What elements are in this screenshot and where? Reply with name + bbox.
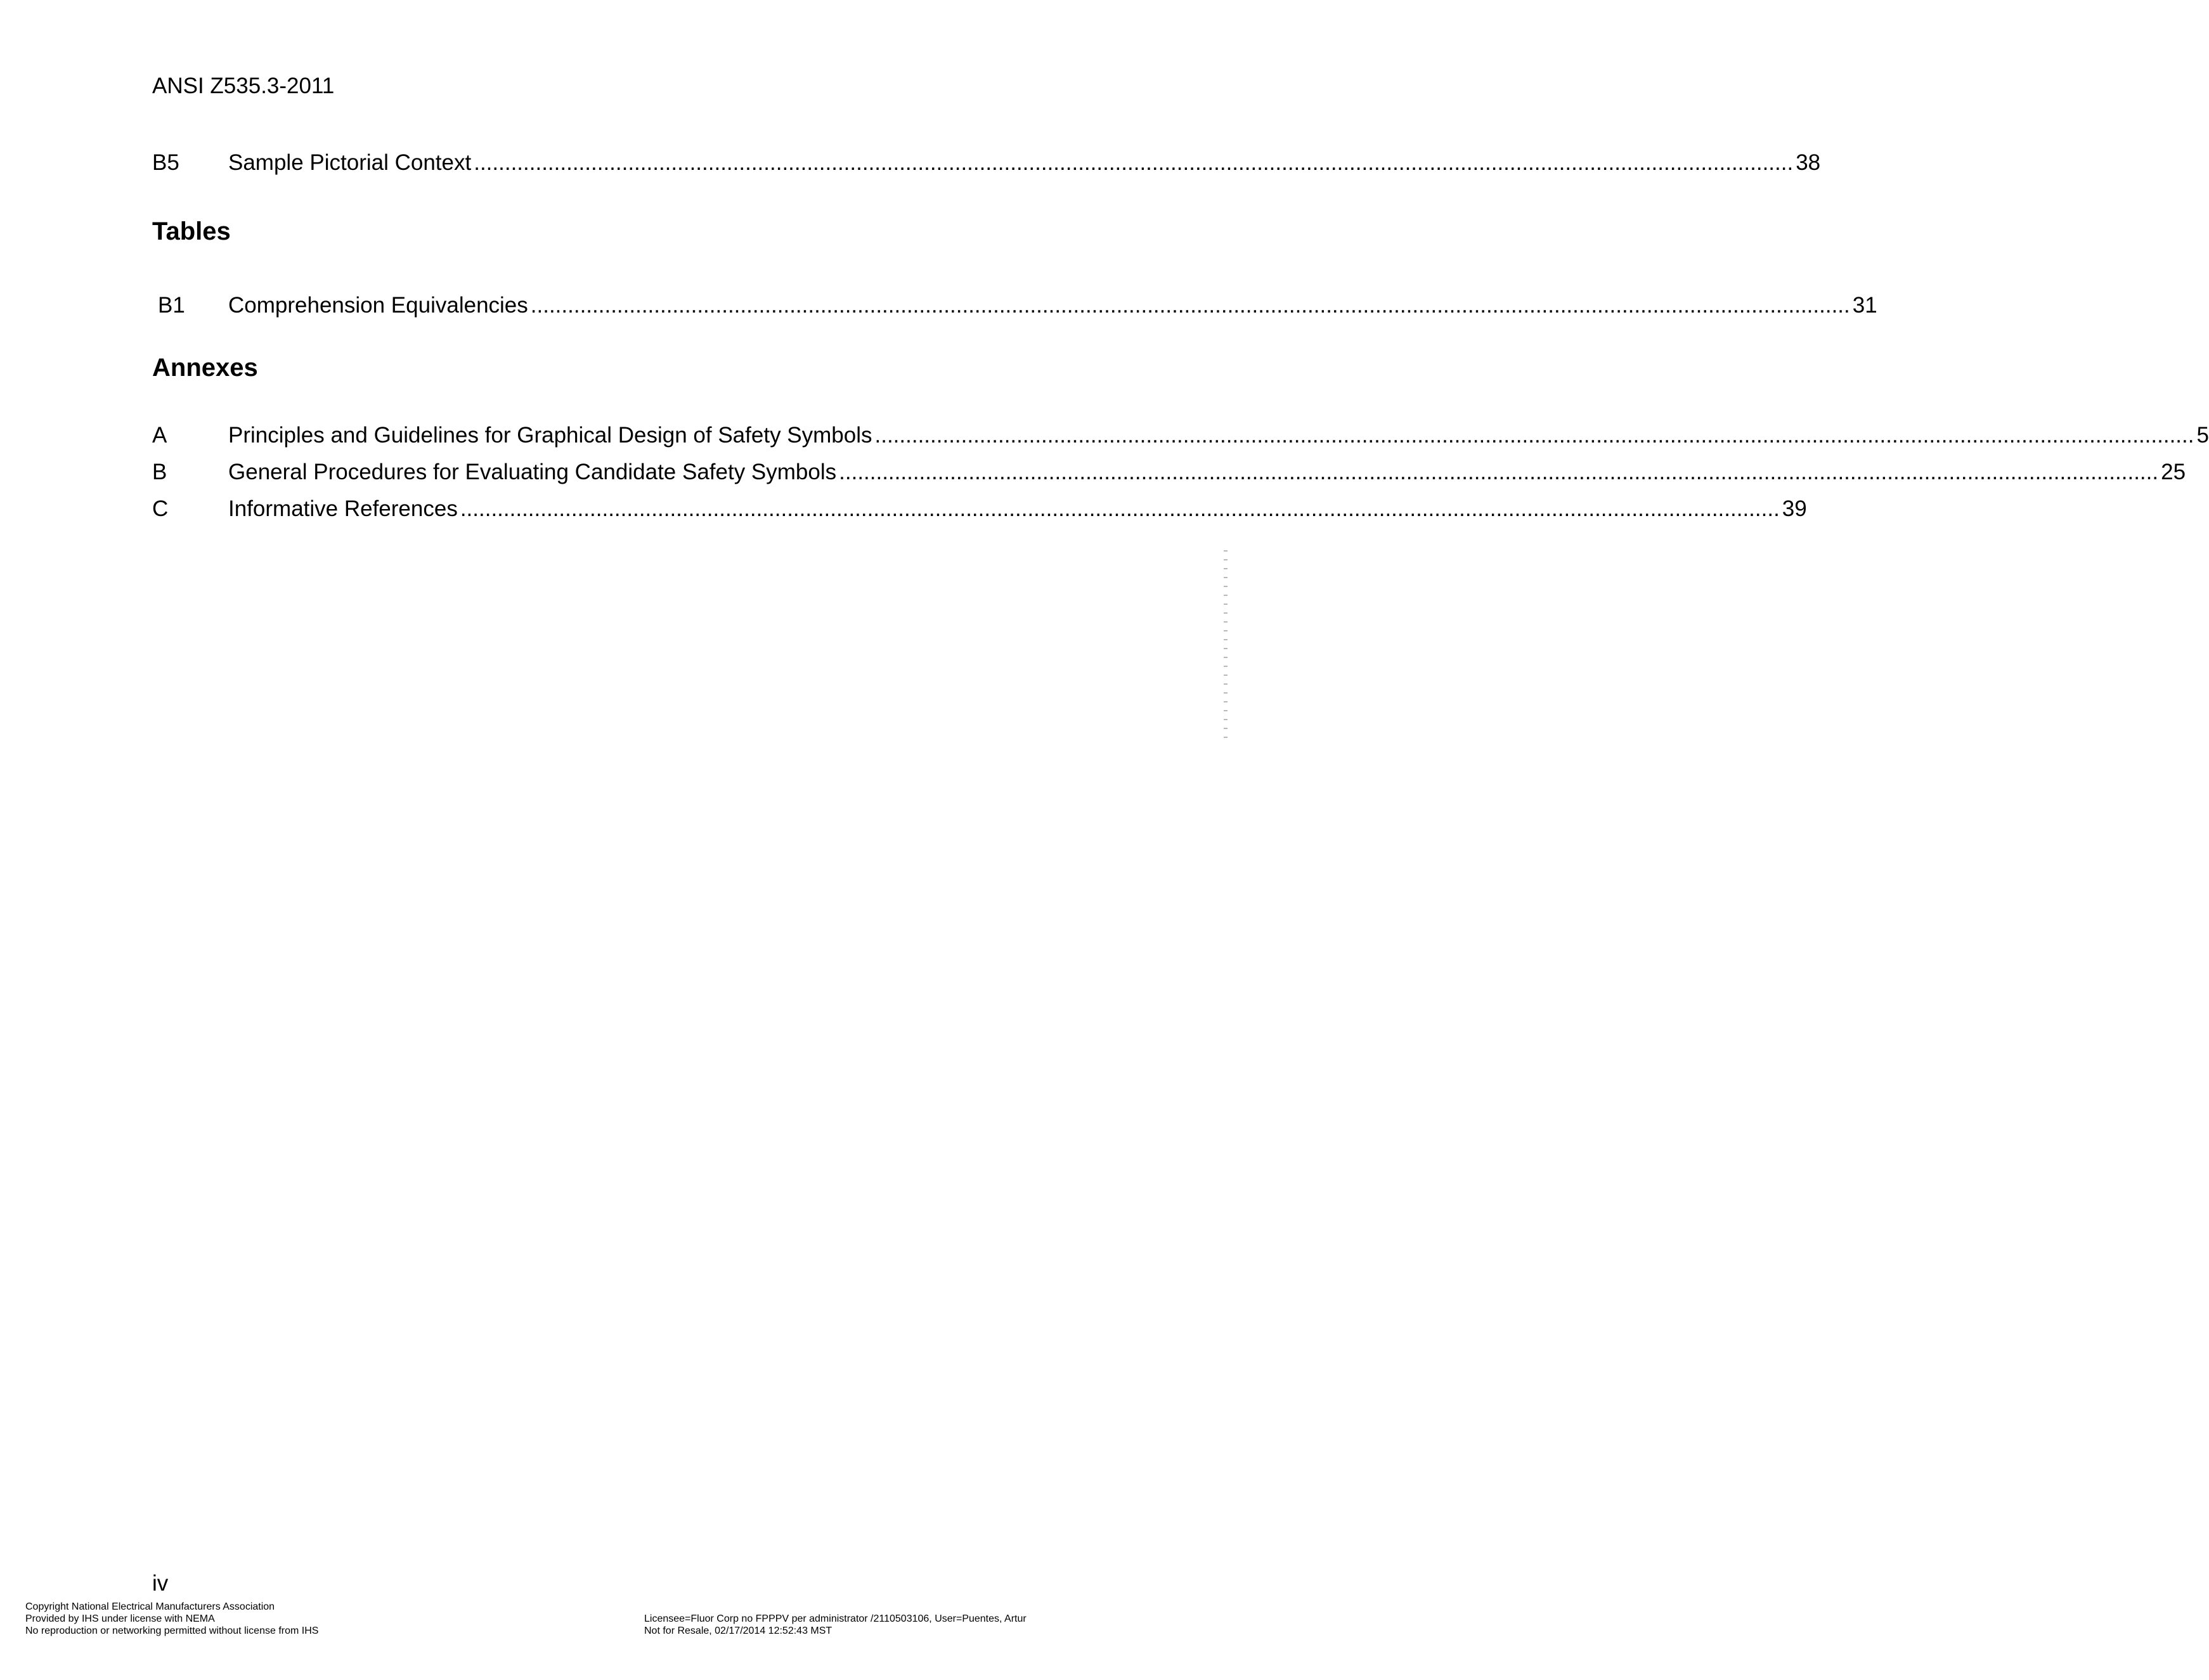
- toc-dot-leader: ......................................................................................................................................................................................................................: [874, 423, 2194, 448]
- toc-entry-title: Comprehension Equivalencies: [228, 293, 528, 318]
- annexes-heading: Annexes: [152, 354, 258, 382]
- toc-dot-leader: ......................................................................................................................................................................................................................: [530, 293, 1850, 318]
- footer-copyright: [25, 1601, 318, 1637]
- toc-entry-annex-b[interactable]: [152, 458, 2186, 486]
- side-scan-mark: [1224, 550, 1228, 740]
- toc-entry-title: Sample Pictorial Context: [228, 150, 472, 175]
- toc-entry-table-b1[interactable]: [152, 292, 1877, 320]
- footer-line: Provided by IHS under license with NEMA: [25, 1613, 215, 1624]
- toc-dot-leader: ......................................................................................................................................................................................................................: [460, 496, 1780, 521]
- toc-dot-leader: ......................................................................................................................................................................................................................: [474, 150, 1794, 175]
- footer-license: [644, 1613, 1027, 1637]
- toc-entry-annex-c[interactable]: [152, 495, 1807, 523]
- footer-line: No reproduction or networking permitted without license from IHS: [25, 1625, 319, 1636]
- toc-entry-title: General Procedures for Evaluating Candidate Safety Symbols: [228, 460, 837, 484]
- toc-entry-page: 25: [2161, 460, 2186, 484]
- document-id-header: ANSI Z535.3-2011: [152, 74, 335, 98]
- toc-entry-page: 5: [2196, 423, 2209, 448]
- toc-entry-number: B1: [158, 293, 185, 318]
- toc-entry-number: B5: [152, 150, 179, 175]
- toc-entry-page: 39: [1782, 496, 1807, 521]
- toc-entry-title: Principles and Guidelines for Graphical Design of Safety Symbols: [228, 423, 872, 448]
- footer-line: Licensee=Fluor Corp no FPPPV per administrator /2110503106, User=Puentes, Artur: [644, 1613, 1027, 1624]
- toc-entry-figure-b5[interactable]: [152, 149, 1821, 177]
- toc-entry-title: Informative References: [228, 496, 458, 521]
- toc-entry-page: 38: [1796, 150, 1821, 175]
- toc-entry-number: A: [152, 423, 167, 448]
- toc-entry-annex-a[interactable]: [152, 422, 2209, 449]
- footer-line: Copyright National Electrical Manufacturers Association: [25, 1601, 275, 1612]
- toc-entry-number: B: [152, 460, 167, 484]
- toc-dot-leader: ......................................................................................................................................................................................................................: [839, 460, 2159, 484]
- page-number: iv: [152, 1571, 169, 1596]
- toc-entry-page: 31: [1852, 293, 1877, 318]
- tables-heading: Tables: [152, 217, 231, 245]
- footer-line: Not for Resale, 02/17/2014 12:52:43 MST: [644, 1625, 832, 1636]
- toc-entry-number: C: [152, 496, 169, 521]
